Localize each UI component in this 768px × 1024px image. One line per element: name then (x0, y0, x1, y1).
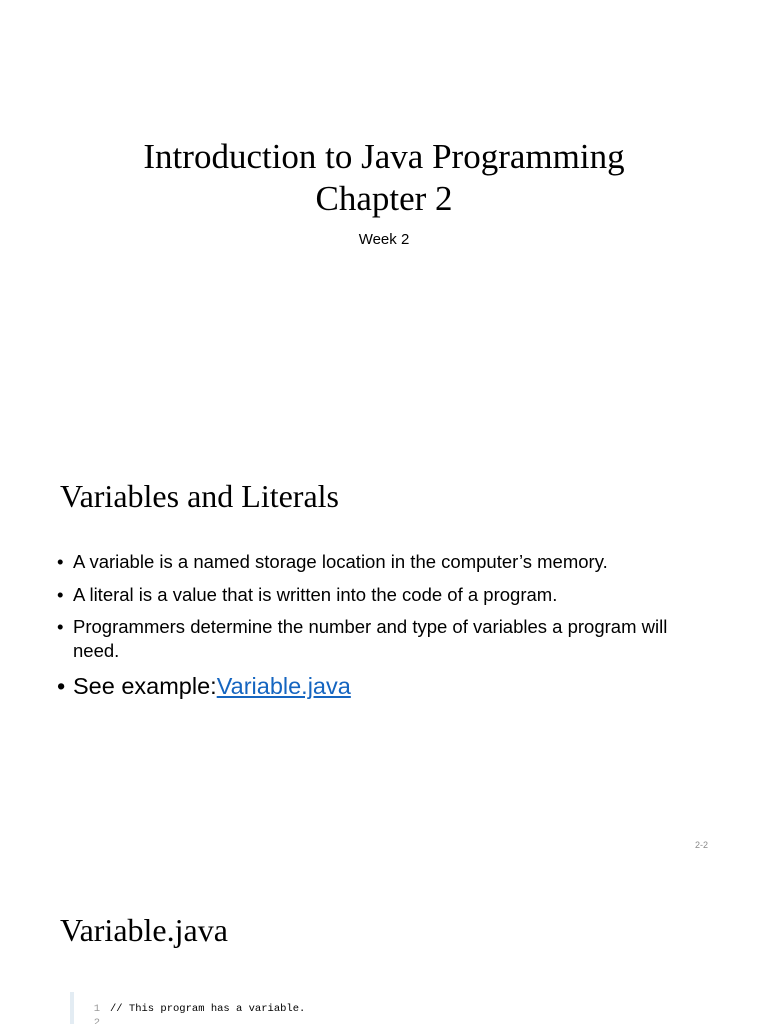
bullet-dot-icon: • (57, 616, 64, 637)
bullet-text: Programmers determine the number and type of variables a program will need. (73, 616, 668, 661)
bullet-dot-icon: • (57, 551, 64, 572)
slide-subtitle: Week 2 (358, 231, 410, 248)
bullet-dot-icon: • (57, 583, 64, 605)
variable-java-link[interactable]: Variable.java (216, 672, 351, 699)
line-number: 1 (93, 1003, 100, 1015)
title-line-1: Introduction to Java Programming (143, 137, 625, 176)
bullet-list (57, 550, 717, 708)
code-heading: Variable.java (60, 912, 228, 948)
code-line (74, 1002, 305, 1016)
example-prefix: See example: (73, 672, 217, 699)
slide-title (0, 136, 768, 220)
code-line (74, 1016, 110, 1024)
title-slide (0, 0, 768, 432)
bullet-item-example (57, 672, 717, 700)
code-text: // This program has a variable. (110, 1003, 306, 1015)
bullet-dot-icon: • (57, 672, 66, 699)
title-line-2: Chapter 2 (315, 179, 453, 218)
bullet-item (57, 550, 717, 574)
variables-heading: Variables and Literals (60, 478, 339, 514)
code-block (70, 992, 714, 1024)
bullet-item (57, 615, 717, 663)
line-number: 2 (93, 1017, 100, 1024)
page-number: 2-2 (695, 840, 709, 850)
bullet-text: A literal is a value that is written into the code of a program. (73, 583, 558, 605)
bullet-text: A variable is a named storage location in the computer’s memory. (73, 551, 608, 572)
bullet-item (57, 583, 717, 607)
